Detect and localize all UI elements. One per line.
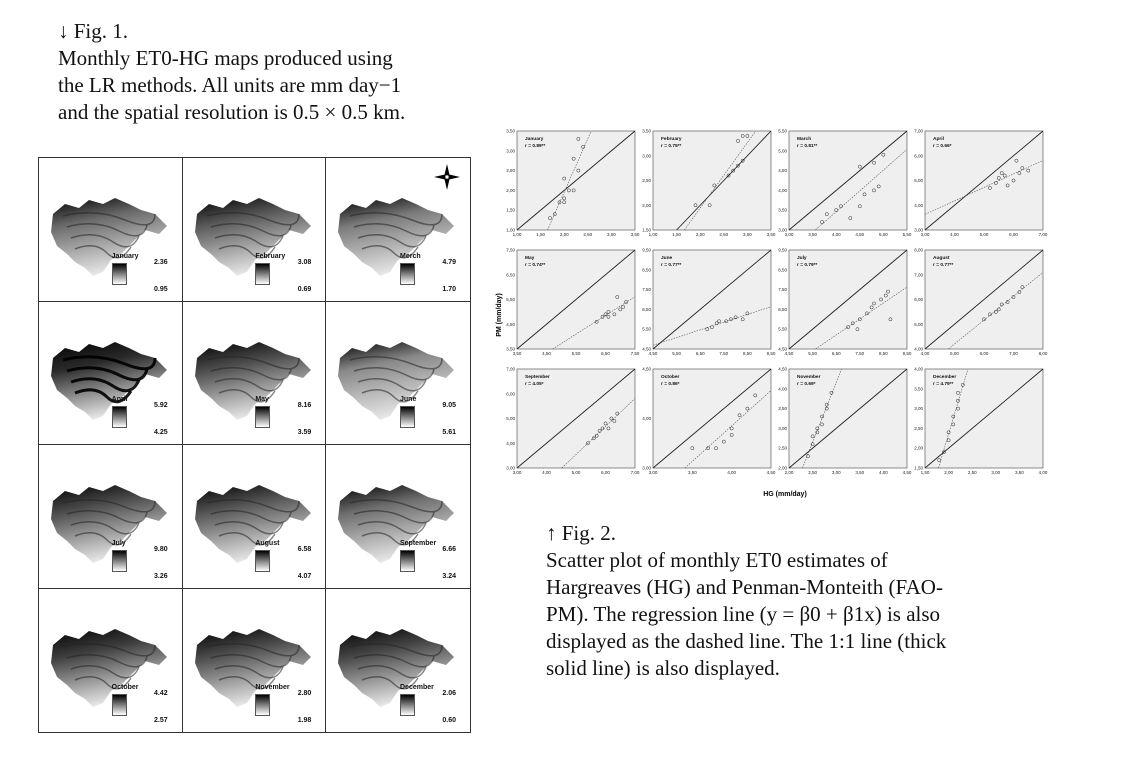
x-tick-label: 4,00 [1038, 470, 1048, 475]
x-tick-label: 2,00 [559, 232, 569, 237]
x-tick-label: 7,00 [630, 470, 640, 475]
y-tick-label: 7,50 [778, 287, 787, 293]
legend-colorbar [112, 550, 127, 572]
y-tick-label: 2,50 [778, 445, 787, 451]
panel-r-value: r = 0.81** [797, 144, 818, 149]
legend-colorbar [112, 694, 127, 716]
y-tick-label: 2,00 [506, 187, 515, 193]
panel-title: May [525, 256, 535, 261]
x-tick-label: 6,50 [695, 351, 705, 356]
y-tick-label: 6,00 [914, 297, 923, 302]
x-tick-label: 5,00 [979, 232, 989, 237]
legend-max: 4.79 [442, 258, 456, 266]
x-tick-label: 1,00 [648, 232, 658, 237]
y-tick-label: 5,00 [914, 178, 923, 183]
x-tick-label: 2,00 [784, 470, 794, 475]
y-tick-label: 4,00 [506, 440, 515, 446]
panel-r-value: r = 0.75** [661, 144, 682, 149]
legend-min: 3.26 [154, 572, 168, 580]
x-tick-label: 3,50 [630, 232, 640, 237]
panel-r-value: r = 4.05* [525, 382, 544, 387]
y-tick-label: 5,00 [914, 321, 923, 327]
panel-r-value: r = 0.89** [525, 144, 546, 149]
y-tick-label: 6,50 [506, 272, 515, 278]
x-tick-label: 3,50 [855, 470, 865, 475]
legend-month: December [400, 684, 434, 691]
y-tick-label: 3,50 [778, 406, 787, 412]
y-tick-label: 3,00 [642, 465, 651, 471]
x-tick-label: 3,50 [1015, 470, 1024, 475]
x-tick-label: 3,50 [808, 232, 817, 237]
y-tick-label: 8,50 [642, 267, 651, 273]
x-tick-label: 3,00 [512, 470, 522, 475]
legend-max: 5.92 [154, 402, 168, 409]
y-tick-label: 2,50 [642, 178, 651, 183]
y-tick-label: 3,00 [506, 465, 515, 471]
y-tick-label: 5,50 [506, 297, 515, 302]
legend-month: September [400, 539, 437, 547]
legend-month: May [255, 396, 269, 403]
x-tick-label: 7,50 [630, 351, 640, 356]
y-tick-label: 5,00 [506, 416, 515, 421]
map-cell [183, 589, 327, 733]
x-tick-label: 3,50 [687, 470, 697, 475]
legend-month: August [255, 539, 280, 547]
y-tick-label: 6,50 [778, 306, 787, 312]
y-tick-label: 3,50 [778, 207, 787, 213]
x-tick-label: 7,50 [719, 351, 729, 356]
x-tick-label: 3,50 [512, 351, 522, 356]
y-tick-label: 5,50 [778, 128, 787, 134]
legend-max: 4.42 [154, 690, 168, 697]
y-tick-label: 4,50 [778, 366, 787, 372]
x-axis-label: HG (mm/day) [763, 491, 807, 498]
legend-colorbar [400, 694, 415, 716]
y-tick-label: 2,00 [914, 445, 923, 451]
legend-month: July [111, 539, 126, 547]
panel-title: December [933, 375, 957, 380]
panel-title: September [525, 375, 550, 380]
y-axis-label: PM (mm/day) [496, 293, 503, 337]
legend-max: 3.08 [297, 258, 312, 266]
fig2-caption-line: Scatter plot of monthly ET0 estimates of [546, 548, 888, 572]
fig2-caption-line: solid line) is also displayed. [546, 656, 780, 680]
map-cell [39, 589, 183, 733]
map-cell [326, 302, 470, 446]
legend-month: April [111, 396, 128, 403]
map-legend [400, 684, 462, 724]
y-tick-label: 9,50 [778, 247, 787, 253]
legend-min: 4.07 [297, 572, 312, 580]
panel-r-value: r = 0.77** [661, 263, 682, 268]
x-tick-label: 5,00 [571, 470, 581, 475]
map-cell [183, 158, 327, 302]
x-tick-label: 9,50 [902, 351, 912, 356]
legend-month: February [255, 252, 286, 260]
y-tick-label: 2,00 [642, 202, 651, 208]
y-tick-label: 6,00 [506, 391, 515, 397]
y-tick-label: 3,00 [642, 153, 651, 159]
legend-max: 2.36 [154, 258, 168, 266]
y-tick-label: 7,00 [914, 128, 923, 134]
x-tick-label: 4,50 [648, 351, 658, 356]
fig2-caption-line: Hargreaves (HG) and Penman-Monteith (FAO- [546, 575, 943, 599]
legend-colorbar [255, 694, 270, 716]
x-tick-label: 5,50 [902, 232, 912, 237]
x-tick-label: 7,00 [1009, 351, 1018, 356]
legend-max: 6.58 [297, 545, 312, 553]
legend-colorbar [255, 550, 270, 572]
map-legend [112, 396, 174, 436]
y-tick-label: 2,50 [506, 168, 515, 174]
y-tick-label: 4,50 [506, 321, 515, 327]
y-tick-label: 4,00 [642, 416, 651, 421]
legend-max: 8.16 [297, 402, 312, 409]
y-tick-label: 1,50 [506, 207, 515, 213]
legend-colorbar [112, 406, 127, 428]
y-tick-label: 1,00 [506, 227, 515, 233]
fig1-caption-line: and the spatial resolution is 0.5 × 0.5 km. [58, 100, 406, 124]
legend-min: 0.95 [154, 285, 168, 293]
panel-title: July [797, 256, 807, 261]
x-tick-label: 6,50 [601, 351, 610, 356]
y-tick-label: 4,00 [778, 386, 787, 392]
legend-max: 2.06 [442, 690, 456, 697]
legend-month: November [255, 684, 290, 691]
map-legend [255, 396, 317, 436]
y-tick-label: 4,50 [642, 346, 651, 352]
panel-r-value: r = 0.79** [797, 263, 818, 268]
legend-min: 5.61 [442, 429, 456, 436]
y-tick-label: 4,00 [914, 366, 923, 372]
x-tick-label: 3,00 [743, 232, 752, 237]
y-tick-label: 6,50 [642, 306, 651, 312]
y-tick-label: 2,50 [914, 425, 923, 431]
legend-colorbar [255, 406, 270, 428]
x-tick-label: 3,00 [831, 470, 841, 475]
x-tick-label: 2,50 [808, 470, 817, 475]
y-tick-label: 8,00 [914, 247, 923, 253]
y-tick-label: 3,50 [506, 346, 515, 352]
legend-min: 4.25 [154, 429, 168, 436]
x-tick-label: 2,00 [944, 470, 953, 475]
x-tick-label: 4,00 [920, 351, 930, 356]
x-tick-label: 4,50 [784, 351, 794, 356]
x-tick-label: 4,00 [542, 470, 551, 475]
panel-title: June [661, 256, 673, 261]
legend-month: October [111, 684, 139, 691]
fig1-caption-line: Monthly ET0-HG maps produced using [58, 46, 393, 70]
scatter-plot-matrix [495, 125, 1075, 500]
y-tick-label: 3,50 [506, 128, 515, 134]
x-tick-label: 6,00 [601, 470, 610, 475]
y-tick-label: 2,00 [778, 465, 787, 471]
x-tick-label: 1,50 [920, 470, 930, 475]
y-tick-label: 4,50 [778, 168, 787, 174]
x-tick-label: 1,00 [512, 232, 522, 237]
x-tick-label: 4,00 [950, 232, 959, 237]
legend-max: 9.80 [154, 545, 168, 553]
et0-map-grid [38, 157, 471, 733]
legend-month: June [400, 396, 417, 403]
x-tick-label: 8,00 [1038, 351, 1048, 356]
y-tick-label: 5,50 [642, 326, 651, 332]
map-cell [39, 158, 183, 302]
map-legend [112, 253, 174, 293]
map-cell [183, 302, 327, 446]
x-tick-label: 5,50 [571, 351, 581, 356]
x-tick-label: 4,00 [727, 470, 737, 475]
fig2-caption [546, 520, 1046, 682]
x-tick-label: 3,00 [648, 470, 658, 475]
legend-max: 6.66 [442, 545, 456, 553]
legend-month: January [111, 252, 139, 260]
legend-colorbar [255, 263, 270, 285]
y-tick-label: 5,00 [778, 148, 787, 154]
x-tick-label: 8,50 [743, 351, 752, 356]
x-tick-label: 9,50 [766, 351, 776, 356]
y-tick-label: 9,50 [642, 247, 651, 253]
fig1-caption [58, 18, 488, 126]
map-legend [255, 540, 317, 580]
panel-title: March [797, 137, 812, 142]
map-cell [39, 445, 183, 589]
scatter-figure [495, 125, 1075, 500]
y-tick-label: 5,50 [778, 326, 787, 332]
y-tick-label: 3,00 [914, 406, 923, 412]
legend-colorbar [400, 406, 415, 428]
y-tick-label: 7,50 [506, 247, 515, 253]
y-tick-label: 3,00 [914, 227, 923, 233]
panel-title: January [525, 137, 544, 142]
legend-colorbar [400, 263, 415, 285]
panel-r-value: r = 0.86* [661, 382, 680, 387]
x-tick-label: 4,50 [766, 470, 776, 475]
x-tick-label: 2,50 [719, 232, 729, 237]
map-legend [255, 684, 317, 724]
x-tick-label: 3,00 [920, 232, 930, 237]
x-tick-label: 1,50 [536, 232, 545, 237]
x-tick-label: 2,50 [583, 232, 593, 237]
map-legend [255, 253, 317, 293]
legend-min: 1.98 [297, 717, 312, 724]
y-tick-label: 7,00 [506, 366, 515, 372]
x-tick-label: 7,00 [1038, 232, 1048, 237]
panel-title: August [933, 256, 950, 261]
x-tick-label: 5,00 [879, 232, 888, 237]
panel-r-value: r = 0.69* [797, 382, 816, 387]
y-tick-label: 1,50 [642, 227, 651, 233]
x-tick-label: 3,00 [991, 470, 1001, 475]
x-tick-label: 3,00 [607, 232, 616, 237]
panel-r-value: r = 0.66* [933, 144, 952, 149]
y-tick-label: 4,50 [642, 366, 651, 372]
x-tick-label: 2,50 [967, 470, 977, 475]
map-cell [326, 445, 470, 589]
legend-colorbar [112, 263, 127, 285]
x-tick-label: 6,00 [979, 351, 989, 356]
y-tick-label: 4,00 [914, 202, 923, 208]
x-tick-label: 4,50 [902, 470, 912, 475]
panel-title: February [661, 137, 682, 142]
panel-r-value: r = 4.79** [933, 382, 954, 387]
legend-max: 9.05 [442, 402, 456, 409]
fig1-label: ↓ Fig. 1. [58, 19, 129, 43]
map-legend [400, 540, 462, 580]
fig2-label: ↑ Fig. 2. [546, 521, 617, 545]
x-tick-label: 6,50 [831, 351, 841, 356]
y-tick-label: 8,50 [778, 267, 787, 273]
y-tick-label: 6,00 [914, 153, 923, 159]
x-tick-label: 7,50 [855, 351, 865, 356]
y-tick-label: 3,00 [506, 148, 515, 154]
fig2-caption-line: displayed as the dashed line. The 1:1 line (thick [546, 629, 947, 653]
legend-min: 3.24 [442, 572, 456, 580]
y-tick-label: 7,00 [914, 272, 923, 278]
legend-max: 2.80 [297, 690, 312, 697]
x-tick-label: 3,50 [766, 232, 776, 237]
map-legend [112, 540, 174, 580]
legend-min: 1.70 [442, 285, 456, 293]
legend-min: 2.57 [154, 717, 168, 724]
panel-r-value: r = 0.77** [933, 263, 954, 268]
x-tick-label: 5,50 [672, 351, 681, 356]
legend-colorbar [400, 550, 415, 572]
x-tick-label: 2,00 [695, 232, 705, 237]
panel-title: April [933, 137, 944, 142]
panel-title: November [797, 375, 821, 380]
panel-title: October [661, 375, 680, 380]
y-tick-label: 4,00 [778, 187, 787, 193]
x-tick-label: 5,00 [950, 351, 959, 356]
x-tick-label: 1,50 [672, 232, 681, 237]
x-tick-label: 4,50 [542, 351, 551, 356]
legend-min: 0.60 [442, 717, 456, 724]
fig2-caption-line: PM). The regression line (y = β0 + β1x) is also [546, 602, 941, 626]
x-tick-label: 4,50 [855, 232, 865, 237]
map-legend [112, 684, 174, 724]
x-tick-label: 4,00 [879, 470, 888, 475]
y-tick-label: 3,50 [642, 128, 651, 134]
north-arrow-icon [432, 162, 462, 192]
legend-min: 3.59 [297, 429, 312, 436]
y-tick-label: 3,00 [778, 227, 787, 233]
map-legend [400, 253, 462, 293]
map-cell [39, 302, 183, 446]
y-tick-label: 4,50 [778, 346, 787, 352]
map-cell [183, 445, 327, 589]
x-tick-label: 3,00 [784, 232, 794, 237]
y-tick-label: 3,50 [914, 386, 923, 392]
map-legend [400, 396, 462, 436]
y-tick-label: 3,00 [778, 425, 787, 431]
map-cell [326, 158, 470, 302]
legend-min: 0.69 [297, 285, 312, 293]
x-tick-label: 4,00 [831, 232, 841, 237]
x-tick-label: 5,50 [808, 351, 817, 356]
x-tick-label: 8,50 [879, 351, 888, 356]
map-cell [326, 589, 470, 733]
panel-r-value: r = 0.74** [525, 263, 546, 268]
legend-month: Merch [400, 252, 421, 260]
y-tick-label: 7,50 [642, 287, 651, 293]
fig1-caption-line: the LR methods. All units are mm day−1 [58, 73, 402, 97]
y-tick-label: 4,00 [914, 346, 923, 352]
y-tick-label: 1,50 [914, 465, 923, 471]
x-tick-label: 6,00 [1009, 232, 1018, 237]
